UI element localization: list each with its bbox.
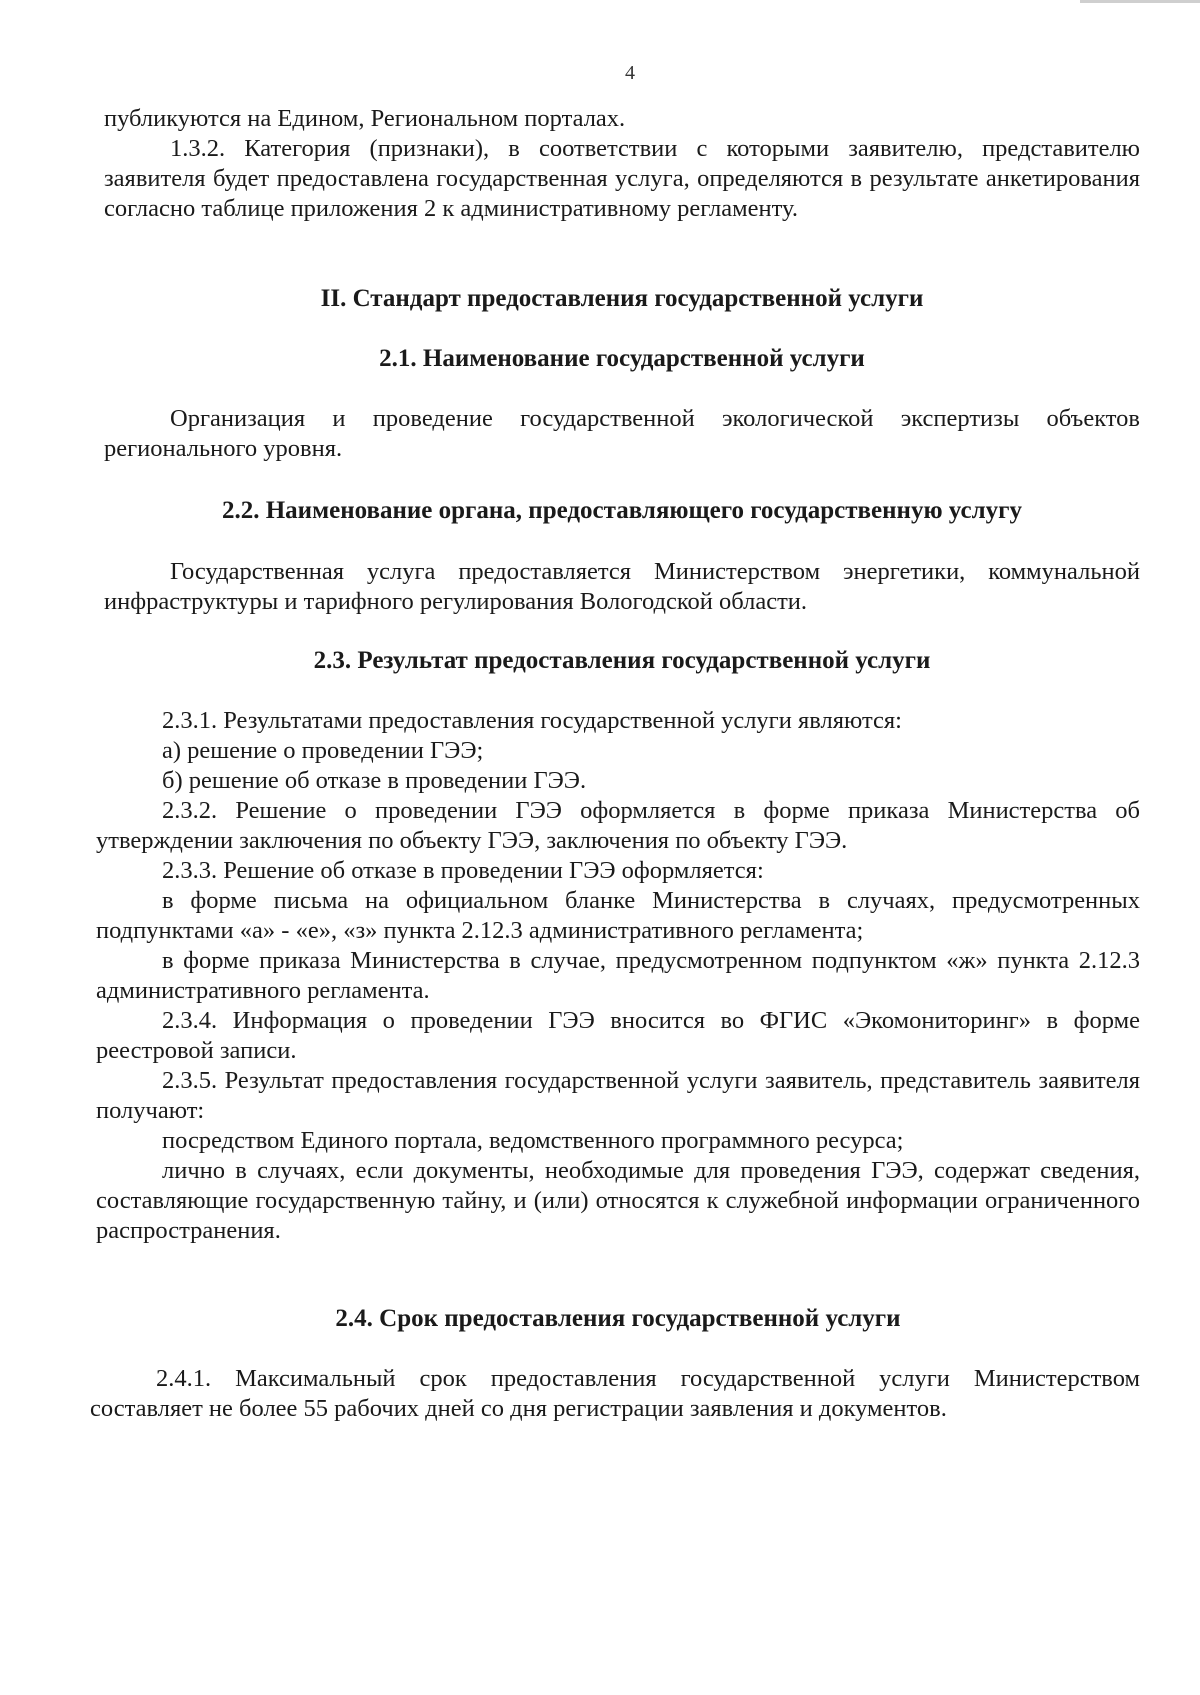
- paragraph-letter-form: в форме письма на официальном бланке Министерства в случаях, предусмотренных подпунктами «а» - «е», «з» пункта 2.12.3 административного регламента;: [96, 887, 1140, 944]
- heading-2-4: 2.4. Срок предоставления государственной услуги: [335, 1305, 901, 1332]
- paragraph-2-3-1: 2.3.1. Результатами предоставления государственной услуги являются:: [162, 707, 902, 734]
- intro-block: [104, 104, 1140, 224]
- list-item-a: а) решение о проведении ГЭЭ;: [162, 737, 484, 764]
- paragraph-2-2: Государственная услуга предоставляется Министерством энергетики, коммунальной инфраструктуры и тарифного регулирования Вологодской области.: [104, 558, 1140, 615]
- block-2-3: [96, 706, 1140, 1246]
- paragraph-2-1: Организация и проведение государственной экологической экспертизы объектов регионального уровня.: [104, 405, 1140, 462]
- paragraph-order-form: в форме приказа Министерства в случае, предусмотренном подпунктом «ж» пункта 2.12.3 административного регламента.: [96, 947, 1140, 1004]
- paragraph-2-3-5: 2.3.5. Результат предоставления государственной услуги заявитель, представитель заявителя получают:: [96, 1067, 1140, 1124]
- paragraph-continuation: публикуются на Едином, Региональном порталах.: [104, 105, 626, 132]
- heading-2-3: 2.3. Результат предоставления государственной услуги: [313, 647, 931, 674]
- section-heading: II. Стандарт предоставления государственной услуги: [320, 285, 924, 312]
- page-number: 4: [625, 62, 635, 84]
- paragraph-2-3-4: 2.3.4. Информация о проведении ГЭЭ вносится во ФГИС «Экомониторинг» в форме реестровой записи.: [96, 1007, 1140, 1064]
- scan-edge-line: [1080, 0, 1200, 3]
- paragraph-2-3-3: 2.3.3. Решение об отказе в проведении ГЭЭ оформляется:: [162, 857, 764, 884]
- block-2-4: [90, 1364, 1140, 1424]
- paragraph-1-3-2: 1.3.2. Категория (признаки), в соответствии с которыми заявителю, представителю заявителя будет предоставлена государственная услуга, определяются в результате анкетирования согласно таблице приложения 2 к административному регламенту.: [104, 135, 1140, 222]
- block-2-2: [104, 557, 1140, 617]
- heading-2-1: 2.1. Наименование государственной услуги: [379, 345, 865, 372]
- paragraph-portal: посредством Единого портала, ведомственного программного ресурса;: [162, 1127, 904, 1154]
- paragraph-in-person: лично в случаях, если документы, необходимые для проведения ГЭЭ, содержат сведения, составляющие государственную тайну, и (или) относятся к служебной информации ограниченного распространения.: [96, 1157, 1140, 1244]
- block-2-1: [104, 404, 1140, 464]
- list-item-b: б) решение об отказе в проведении ГЭЭ.: [162, 767, 587, 794]
- paragraph-2-3-2: 2.3.2. Решение о проведении ГЭЭ оформляется в форме приказа Министерства об утверждении заключения по объекту ГЭЭ, заключения по объекту ГЭЭ.: [96, 797, 1140, 854]
- heading-2-2: 2.2. Наименование органа, предоставляющего государственную услугу: [221, 497, 1023, 524]
- paragraph-2-4-1: 2.4.1. Максимальный срок предоставления государственной услуги Министерством составляет не более 55 рабочих дней со дня регистрации заявления и документов.: [90, 1365, 1140, 1422]
